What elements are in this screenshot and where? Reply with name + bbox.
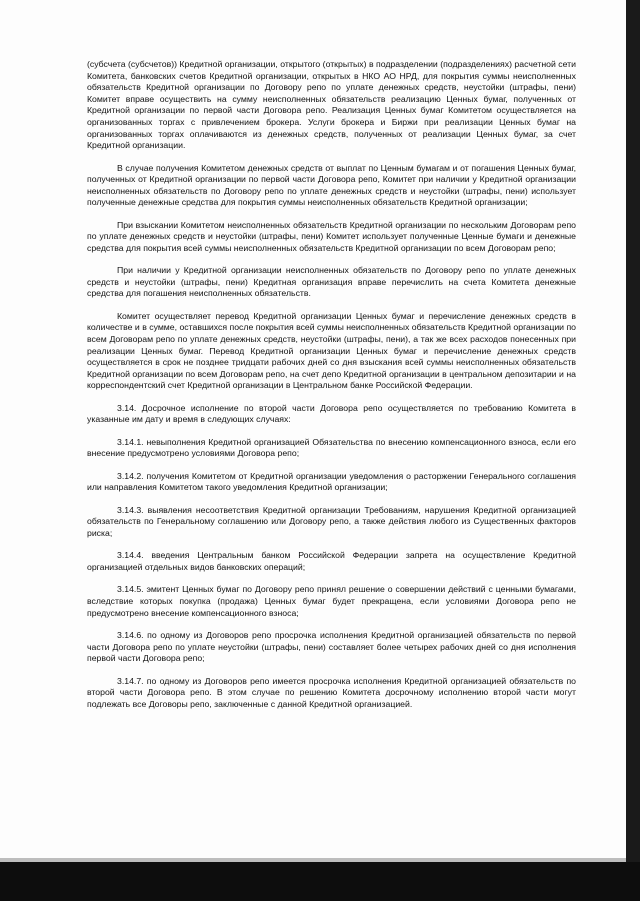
paragraph-return-transfer: Комитет осуществляет перевод Кредитной организации Ценных бумаг и перечисление денежных средств в количестве и в сумме, оставшихся после покрытия всей суммы неисполненных обязательств Кредитной организации по всем Договорам репо по уплате денежных средств, неустойки (штрафы, пени), а так же всех расходов понесенных при реализации Ценных бумаг. Перевод Кредитной организации Ценных бумаг и перечисление денежных средств осуществляется в срок не позднее тридцати рабочих дней со дня взыскания всей суммы неисполненных обязательств Кредитной организации по всем Договорам репо, на счет депо Кредитной организации в центральном депозитарии и на корреспондентский счет Кредитной организации в Центральном банке Российской Федерации. xyxy=(87,310,576,391)
clause-3-14-6: 3.14.6. по одному из Договоров репо просрочка исполнения Кредитной организацией обязательств по первой части Договора репо по уплате неустойки (штрафы, пени) составляет более четырех рабочих дней со дня исполнения первой части Договора репо; xyxy=(87,629,576,664)
clause-3-14-7: 3.14.7. по одному из Договоров репо имеется просрочка исполнения Кредитной организацией обязательств по второй части Договора репо. В этом случае по решению Комитета досрочному исполнению второй части могут подлежать все Договоры репо, заключенные с данной Кредитной организацией. xyxy=(87,675,576,709)
clause-3-14-2: 3.14.2. получения Комитетом от Кредитной организации уведомления о расторжении Генерального соглашения или направления Комитетом такого уведомления Кредитной организации; xyxy=(87,470,576,493)
clause-3-14-1: 3.14.1. невыполнения Кредитной организацией Обязательства по внесению компенсационного взноса, если его внесение предусмотрено условиями Договора репо; xyxy=(87,436,576,459)
scan-right-edge xyxy=(626,0,640,901)
scan-bottom-edge xyxy=(0,862,640,901)
clause-3-14: 3.14. Досрочное исполнение по второй части Договора репо осуществляется по требованию Комитета в указанные им дату и время в следующих случаях: xyxy=(87,402,576,425)
clause-3-14-3: 3.14.3. выявления несоответствия Кредитной организации Требованиям, нарушения Кредитной организацией обязательств по Генеральному соглашению или Договору репо, а также действия любого из Существенных факторов риска; xyxy=(87,504,576,538)
paragraph-voluntary-payment: При наличии у Кредитной организации неисполненных обязательств по Договору репо по уплате денежных средств и неустойки (штрафы, пени) Кредитная организация вправе перечислить на счета Комитета денежные средства для погашения неисполненных обязательств. xyxy=(87,265,576,299)
clause-3-14-4: 3.14.4. введения Центральным банком Российской Федерации запрета на осуществление Кредитной организацией отдельных видов банковских операций; xyxy=(87,550,576,572)
paragraph-cash-receipts: В случае получения Комитетом денежных средств от выплат по Ценным бумагам и от погашения Ценных бумаг, полученных от Кредитной организации по первой части Договора репо, Комитет при наличии у Кредитной организации неисполненных обязательств по Договору репо по уплате денежных средств и неустойки (штрафы, пени) использует полученные денежные средства для покрытия суммы неисполненных обязательств Кредитной организации; xyxy=(87,162,576,208)
paragraph-multiple-contracts: При взыскании Комитетом неисполненных обязательств Кредитной организации по нескольким Договорам репо по уплате денежных средств и неустойки (штрафы, пени) Комитет использует полученные Ценные бумаги и денежные средства для покрытия всей суммы неисполненных обязательств Кредитной организации по всем Договорам репо; xyxy=(87,219,576,253)
document-body xyxy=(87,59,576,721)
clause-3-14-5: 3.14.5. эмитент Ценных бумаг по Договору репо принял решение о совершении действий с ценными бумагами, вследствие которых покупка (продажа) Ценных бумаг будет прекращена, если условиями Договора репо не предусмотрено внесение компенсационного взноса; xyxy=(87,584,576,618)
paragraph-continuation: (субсчета (субсчетов)) Кредитной организации, открытого (открытых) в подразделении (подразделениях) расчетной сети Комитета, банковских счетов Кредитной организации, открытых в НКО АО НРД, для покрытия суммы неисполненных обязательств Кредитной организации по Договору репо по уплате денежных средств, неустойки (штрафы, пени) Комитет вправе осуществить на сумму неисполненных обязательств реализацию Ценных бумаг, полученных от Кредитной организации по первой части Договора репо. Реализация Ценных бумаг Комитетом осуществляется на организованных торгах с привлечением брокера. Услуги брокера и Биржи при реализации Ценных бумаг на организованных торгах оплачиваются из денежных средств, полученных от реализации Ценных бумаг, за счет Кредитной организации. xyxy=(87,59,576,151)
